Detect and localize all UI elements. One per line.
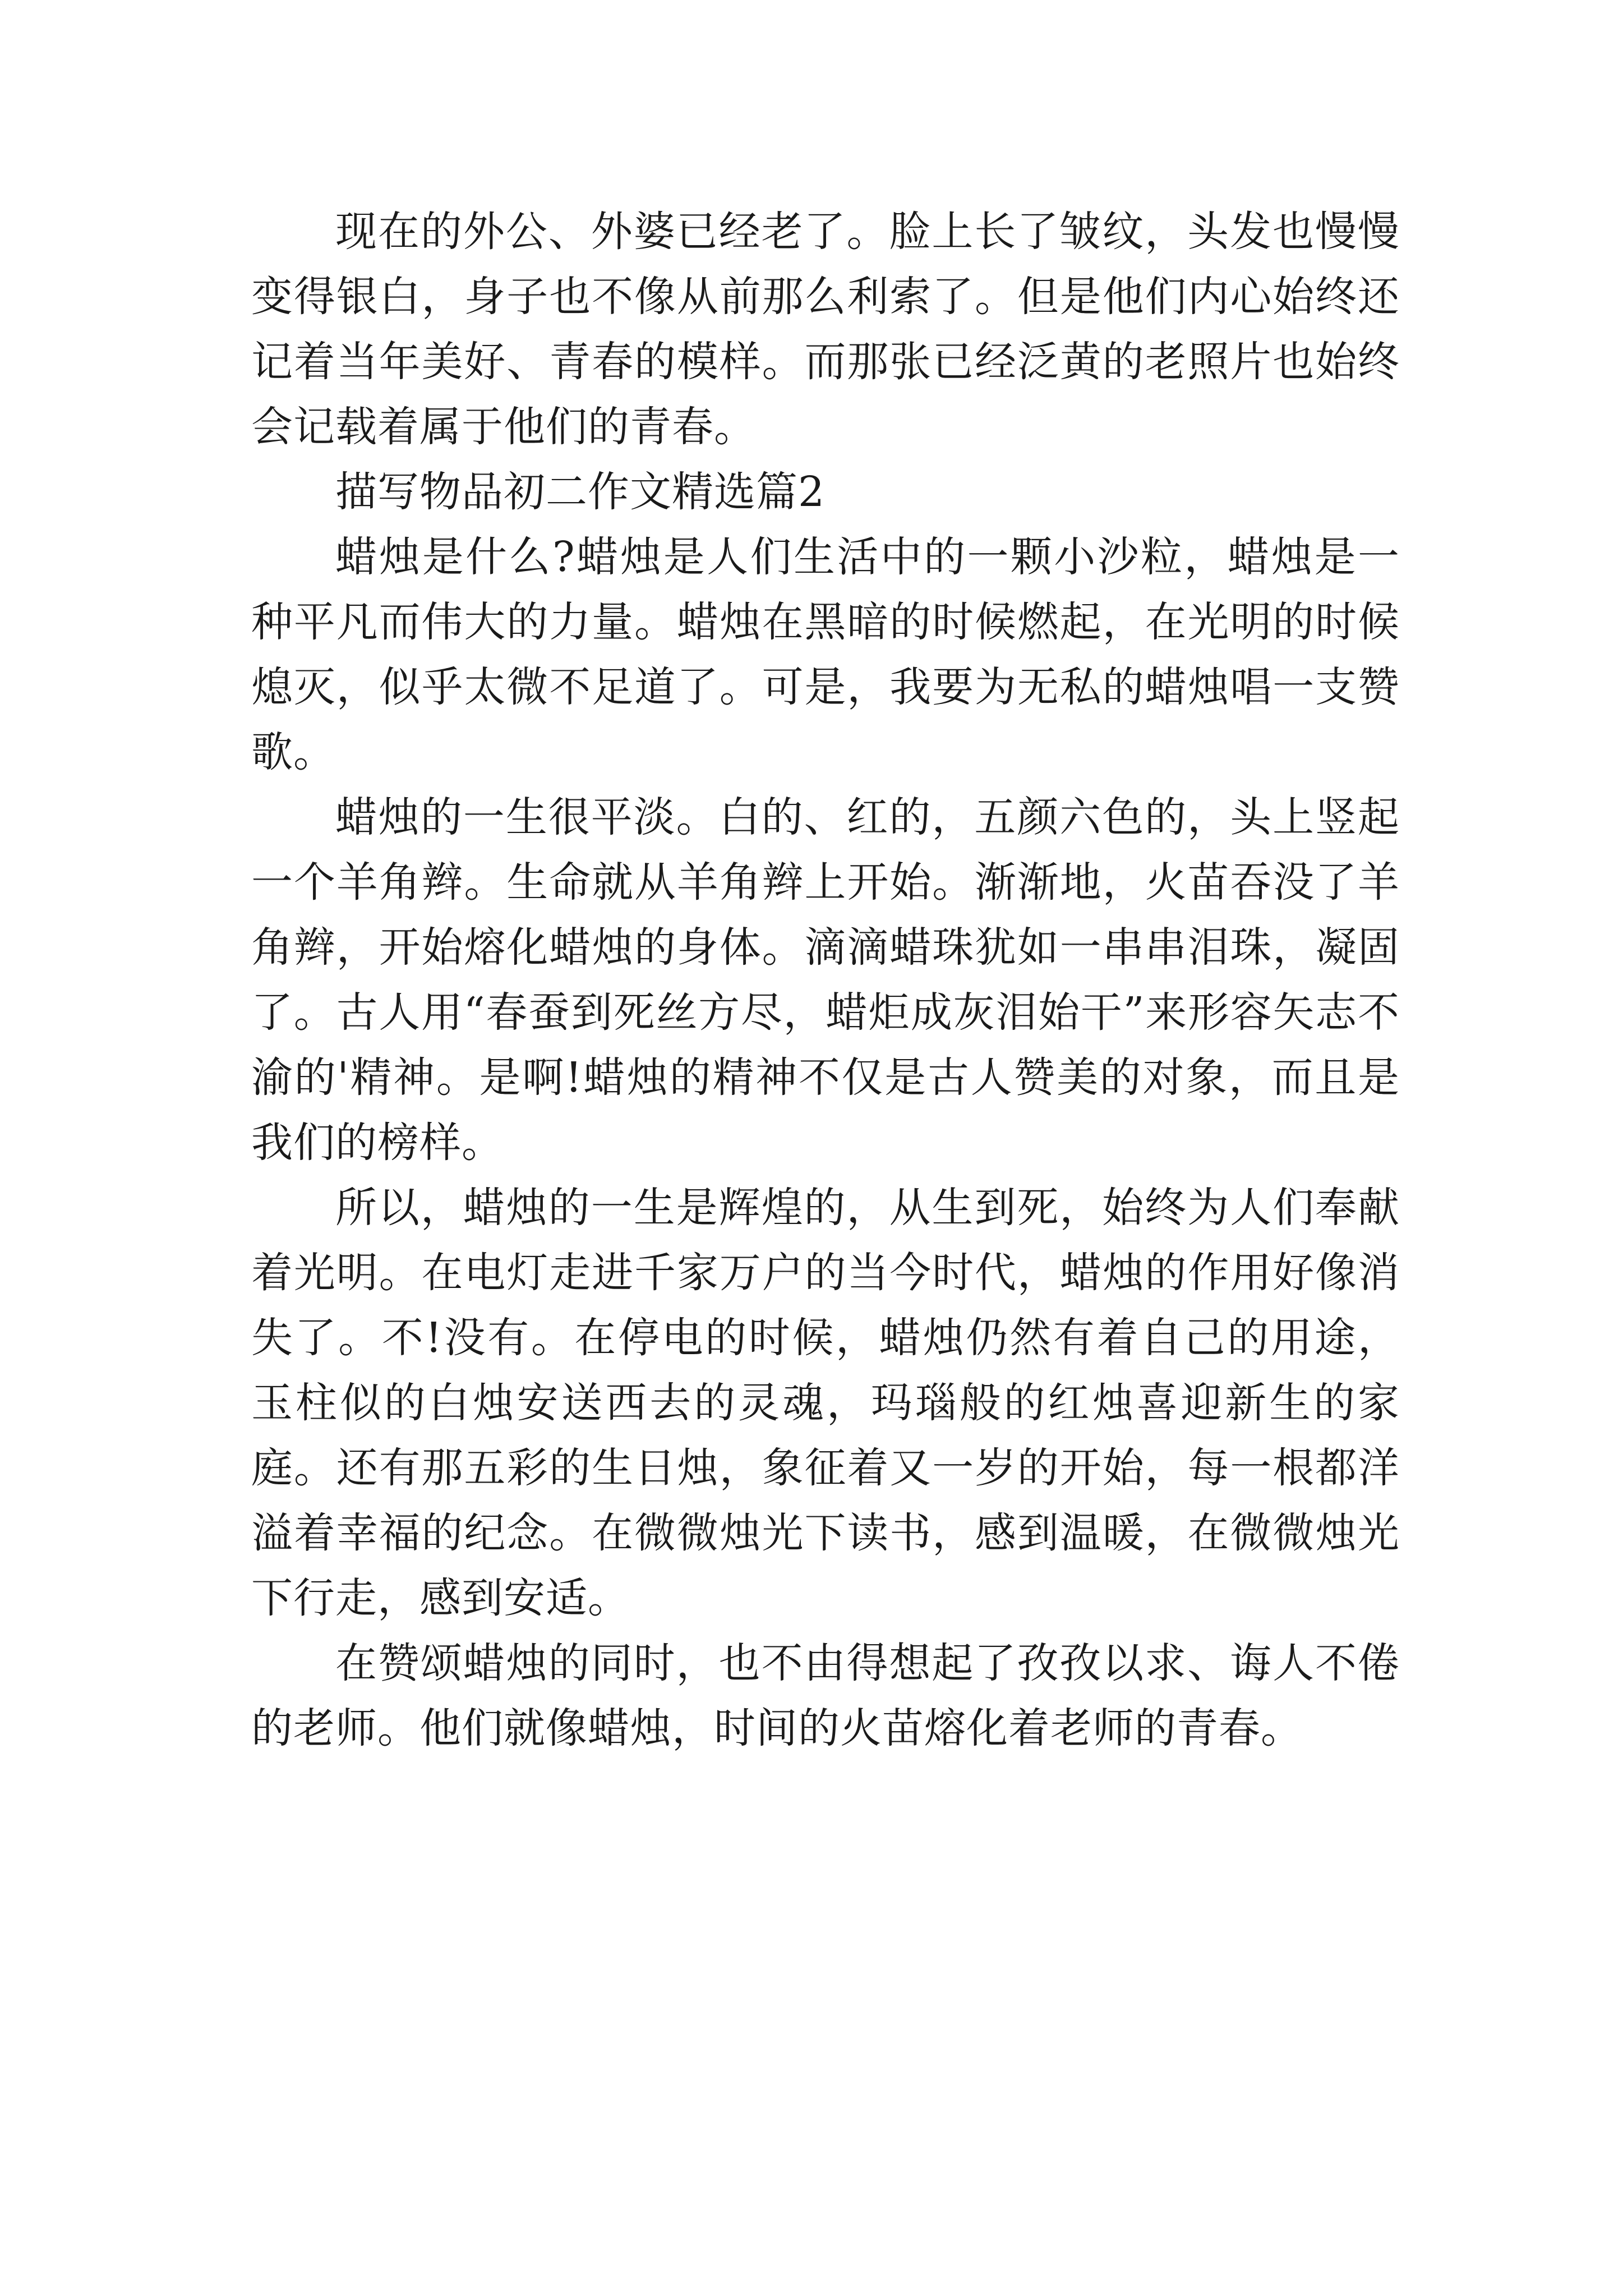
paragraph-candle-glory: 所以，蜡烛的一生是辉煌的，从生到死，始终为人们奉献着光明。在电灯走进千家万户的当今时代，蜡烛的作用好像消失了。不!没有。在停电的时候，蜡烛仍然有着自己的用途，玉柱似的白烛安送西去的灵魂，玛瑙般的红烛喜迎新生的家庭。还有那五彩的生日烛，象征着又一岁的开始，每一根都洋溢着幸福的纪念。在微微烛光下读书，感到温暖，在微微烛光下行走，感到安适。 [251,1184,1400,1622]
paragraph-teachers: 在赞颂蜡烛的同时，也不由得想起了孜孜以求、诲人不倦的老师。他们就像蜡烛，时间的火苗熔化着老师的青春。 [251,1639,1400,1752]
paragraph-grandparents: 现在的外公、外婆已经老了。脸上长了皱纹，头发也慢慢变得银白，身子也不像从前那么利索了。但是他们内心始终还记着当年美好、青春的模样。而那张已经泛黄的老照片也始终会记载着属于他们的青春。 [251,208,1400,451]
paragraph-candle-life: 蜡烛的一生很平淡。白的、红的，五颜六色的，头上竖起一个羊角辫。生命就从羊角辫上开始。渐渐地，火苗吞没了羊角辫，开始熔化蜡烛的身体。滴滴蜡珠犹如一串串泪珠，凝固了。古人用“春蚕到死丝方尽，蜡炬成灰泪始干”来形容矢志不渝的'精神。是啊!蜡烛的精神不仅是古人赞美的对象，而且是我们的榜样。 [251,793,1400,1167]
paragraph-candle-intro: 蜡烛是什么?蜡烛是人们生活中的一颗小沙粒，蜡烛是一种平凡而伟大的力量。蜡烛在黑暗的时候燃起，在光明的时候熄灭，似乎太微不足道了。可是，我要为无私的蜡烛唱一支赞歌。 [251,533,1400,776]
document-body [251,199,1400,1761]
essay-section-heading: 描写物品初二作文精选篇2 [335,468,826,516]
